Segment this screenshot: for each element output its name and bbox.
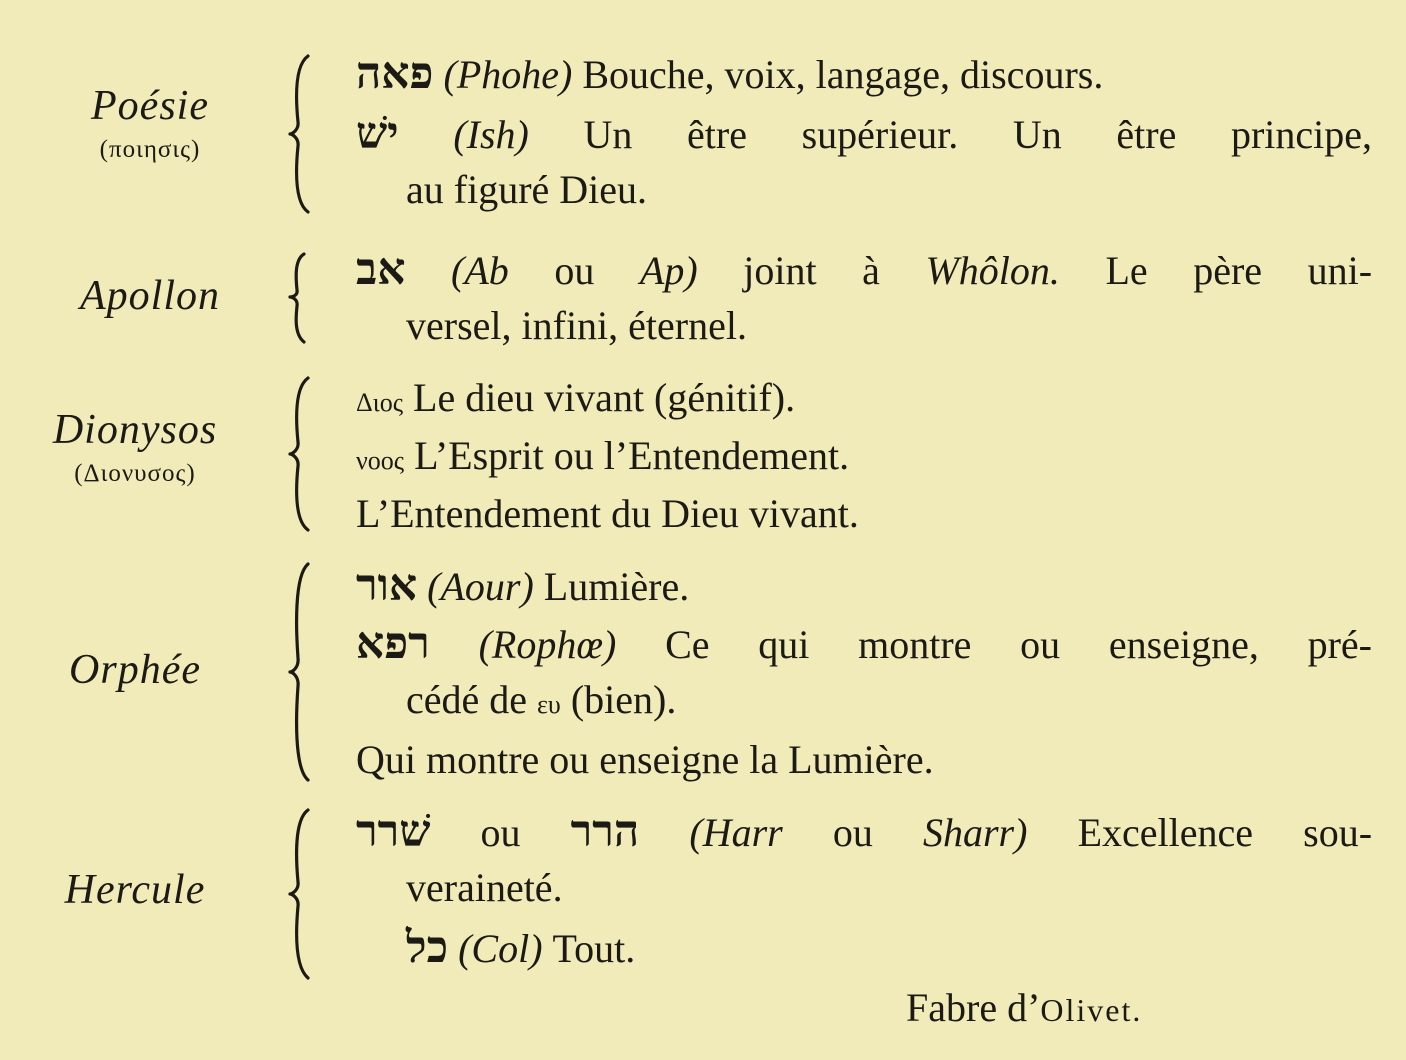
greek-word: νοος <box>356 446 405 475</box>
hebrew-word: פאה <box>356 48 434 99</box>
definition-text: Le dieu vivant (génitif). <box>413 375 796 420</box>
definition-text: Bouche, voix, langage, discours. <box>582 52 1104 97</box>
romanization: (Rophœ) <box>478 622 617 667</box>
definition-text: cédé de <box>406 677 528 722</box>
definition-line <box>406 865 563 910</box>
definition-text: versel, infini, éternel. <box>406 303 747 348</box>
brace <box>284 560 324 784</box>
hebrew-word: אור <box>356 560 418 611</box>
definition-line <box>406 677 677 722</box>
connector-word: ou <box>480 810 521 855</box>
signature-prefix: Fabre d’ <box>906 985 1041 1030</box>
hebrew-word: ישׁ <box>356 108 399 159</box>
definition-text: Ce qui montre ou enseigne, pré- <box>665 622 1373 667</box>
hebrew-word: רפא <box>356 618 430 669</box>
definition-text: L’Entendement du Dieu vivant. <box>356 491 859 536</box>
definition-line <box>356 618 1373 669</box>
definition-text: Un être supérieur. Un être principe, <box>583 112 1373 157</box>
entry-name: Dionysos <box>52 407 218 453</box>
definition-line <box>406 167 648 212</box>
definition-text: Excellence sou- <box>1077 810 1373 855</box>
entry-label <box>30 406 240 488</box>
definition-text: Tout. <box>552 926 636 971</box>
connector-word: ou <box>832 810 873 855</box>
hebrew-word: הרר <box>570 806 640 857</box>
definition-line <box>406 922 636 973</box>
definition-line <box>356 48 1104 99</box>
entry-name: Hercule <box>64 867 206 913</box>
greek-word: ευ <box>537 690 561 719</box>
romanization: (Aour) <box>427 564 534 609</box>
definition-line <box>406 303 747 348</box>
entry-label <box>30 646 240 694</box>
entry-name: Orphée <box>69 647 201 693</box>
definition-text: joint à <box>743 248 880 293</box>
romanization: (Harr <box>689 810 783 855</box>
definition-line <box>356 491 859 536</box>
romanization: (Col) <box>458 926 543 971</box>
definition-text: Qui montre ou enseigne la Lumière. <box>356 737 934 782</box>
definition-text: Le père uni- <box>1105 248 1373 293</box>
definition-line <box>356 244 1373 295</box>
romanization: Ap) <box>639 248 698 293</box>
entry-greek-name: (ποιησις) <box>99 136 201 163</box>
definition-text: L’Esprit ou l’Entendement. <box>414 433 850 478</box>
definition-text: Lumière. <box>543 564 690 609</box>
romanization: (Ab <box>451 248 509 293</box>
entry-name: Poésie <box>91 83 209 129</box>
romanization: (Ish) <box>453 112 529 157</box>
hebrew-word: אב <box>356 244 406 295</box>
definition-line <box>356 108 1373 159</box>
entry-name: Apollon <box>80 273 220 319</box>
definition-line <box>356 375 796 420</box>
romanization: Sharr) <box>922 810 1028 855</box>
entry-label <box>40 82 260 164</box>
romanization: (Phohe) <box>443 52 573 97</box>
definition-text: au figuré Dieu. <box>406 167 648 212</box>
definition-line <box>356 737 934 782</box>
entry-label <box>30 866 240 914</box>
hebrew-word: כל <box>406 922 449 973</box>
cited-word: Whôlon. <box>925 248 1060 293</box>
definition-line <box>356 560 690 611</box>
entry-greek-name: (Διονυσος) <box>74 460 196 487</box>
definition-text: veraineté. <box>406 865 563 910</box>
definition-line <box>356 806 1373 857</box>
brace <box>284 52 324 216</box>
author-signature <box>906 984 1142 1031</box>
greek-word: Διος <box>356 388 404 417</box>
connector-word: ou <box>554 248 595 293</box>
entry-label <box>40 272 260 320</box>
definition-line <box>356 433 850 478</box>
brace <box>284 374 324 534</box>
brace <box>284 250 320 346</box>
brace <box>284 806 324 982</box>
definition-text: (bien). <box>570 677 677 722</box>
hebrew-word: שׁרר <box>356 806 431 857</box>
signature-surname: Olivet. <box>1040 992 1143 1028</box>
